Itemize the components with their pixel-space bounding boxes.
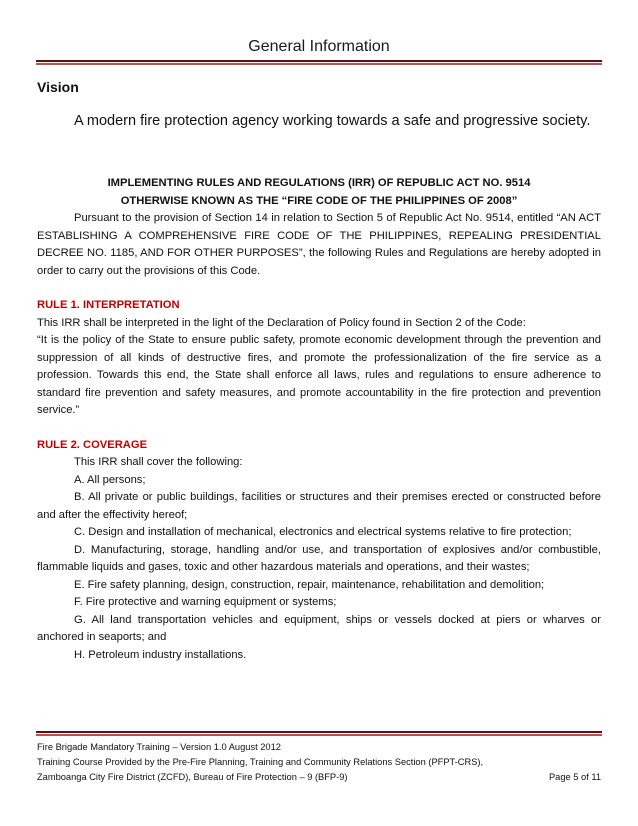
- footer-line3: Zamboanga City Fire District (ZCFD), Bureau of Fire Protection – 9 (BFP-9): [37, 772, 348, 782]
- rule1-policy-quote: “It is the policy of the State to ensure public safety, promote economic development through the prevention and suppression of all kinds of destructive fires, and promote the professionalization of the fire service as a profession. Towards this end, the State shall enforce all laws, rules and regulations to ensure adherence to standard fire prevention and safety measures, and promote accountability in the fire protection and prevention service.”: [37, 334, 601, 416]
- page-footer: [37, 740, 601, 785]
- coverage-item: B. All private or public buildings, facilities or structures and their premises erected or constructed before and after the effectivity hereof;: [37, 491, 601, 521]
- coverage-item: H. Petroleum industry installations.: [74, 648, 247, 661]
- vision-heading: Vision: [37, 79, 79, 95]
- irr-intro-paragraph: Pursuant to the provision of Section 14 in relation to Section 5 of Republic Act No. 9514, entitled “AN ACT ESTABLISHING A COMPREHENSIVE FIRE CODE OF THE PHILIPPINES, REPEALING PRESIDENTIAL DECREE NO. 1185, AND FOR OTHER PURPOSES”, the following Rules and Regulations are hereby adopted in order to carry out the provisions of this Code.: [37, 212, 601, 277]
- coverage-item: C. Design and installation of mechanical, electronics and electrical systems relative to fire protection;: [74, 526, 572, 538]
- irr-section: [37, 175, 601, 664]
- page-number: Page 5 of 11: [548, 772, 601, 782]
- footer-rule: [36, 731, 602, 736]
- coverage-item: E. Fire safety planning, design, construction, repair, maintenance, rehabilitation and demolition;: [74, 578, 545, 591]
- coverage-item: A. All persons;: [74, 473, 146, 486]
- coverage-item: G. All land transportation vehicles and equipment, ships or vessels docked at piers or wharves or anchored in seaports; and: [37, 613, 601, 643]
- rule2-heading: RULE 2. COVERAGE: [37, 438, 148, 451]
- header-rule: [36, 60, 602, 65]
- page-header-title: General Information: [248, 38, 390, 55]
- vision-statement: A modern fire protection agency working towards a safe and progressive society.: [74, 113, 591, 129]
- rule1-intro-line: This IRR shall be interpreted in the light of the Declaration of Policy found in Section 2 of the Code:: [37, 316, 526, 329]
- coverage-item: D. Manufacturing, storage, handling and/or use, and transportation of explosives and/or combustible, flammable liquids and gases, toxic and other hazardous materials and operations, and their wastes;: [37, 543, 601, 573]
- rule2-intro-line: This IRR shall cover the following:: [74, 456, 243, 468]
- irr-title-line1: IMPLEMENTING RULES AND REGULATIONS (IRR) OF REPUBLIC ACT NO. 9514: [107, 177, 531, 189]
- irr-title-line2: OTHERWISE KNOWN AS THE “FIRE CODE OF THE PHILIPPINES OF 2008”: [120, 194, 518, 207]
- coverage-item: F. Fire protective and warning equipment or systems;: [74, 596, 337, 608]
- footer-line2: Training Course Provided by the Pre-Fire Planning, Training and Community Relations Section (PFPT-CRS),: [37, 757, 484, 767]
- rule1-heading: RULE 1. INTERPRETATION: [37, 299, 180, 311]
- footer-line1: Fire Brigade Mandatory Training – Version 1.0 August 2012: [37, 742, 281, 752]
